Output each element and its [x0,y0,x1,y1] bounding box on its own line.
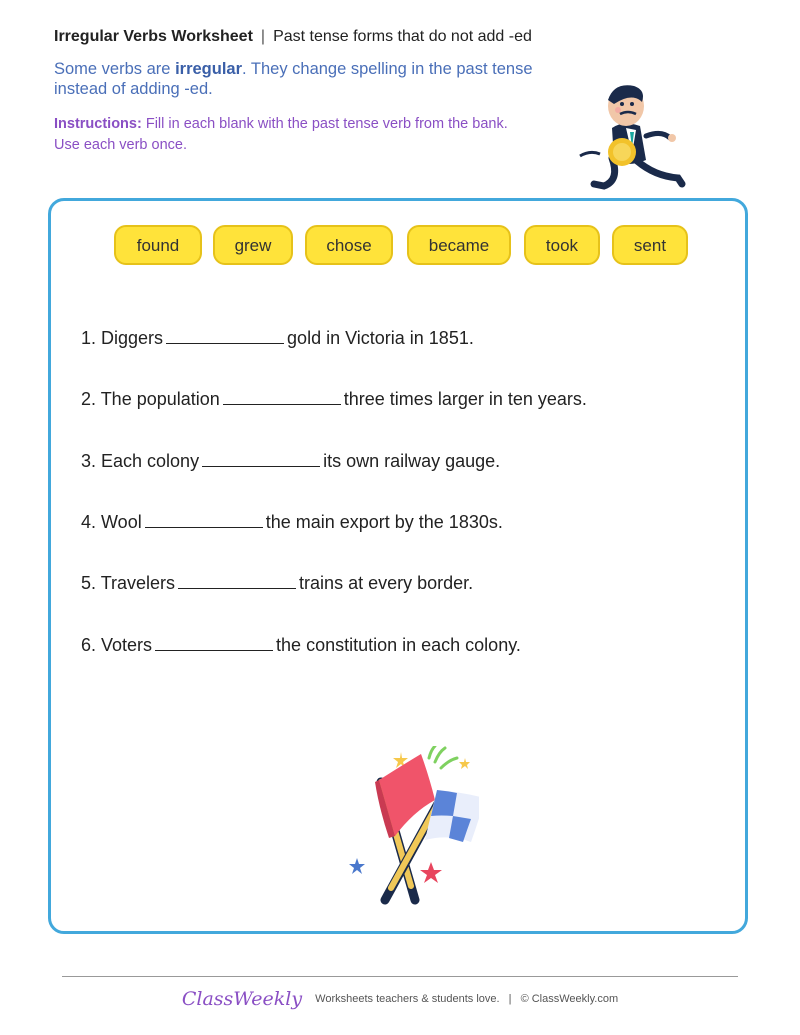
sentence-start: 3. Each colony [81,451,200,471]
footer-separator: | [508,993,512,1005]
intro-bold-word: irregular [175,60,243,78]
worksheet-header [54,28,532,46]
sentence-item [81,328,474,349]
word-chip[interactable]: chose [305,225,393,265]
answer-blank[interactable] [202,452,320,467]
sentence-start: 2. The population [81,389,220,409]
instructions-label: Instructions: [54,116,142,132]
sentence-item [81,635,521,656]
running-mascot-illustration [574,80,698,198]
sentence-start: 1. Diggers [81,328,164,348]
instructions-text: Fill in each blank with the past tense verb from the bank. Use each verb once. [54,116,508,153]
sentence-end: the main export by the 1830s. [265,512,503,532]
brand-logo: ClassWeekly [181,988,303,1010]
sentence-start: 6. Voters [81,635,153,655]
answer-blank[interactable] [166,329,284,344]
sentence-start: 5. Travelers [81,573,176,593]
sentence-item [81,451,500,472]
word-bank [51,225,745,267]
intro-before: Some verbs are [54,60,176,78]
intro-text [54,59,574,99]
word-chip[interactable]: grew [213,225,293,265]
header-separator: | [260,28,266,45]
sentence-end: its own railway gauge. [323,451,501,471]
word-chip[interactable]: sent [612,225,688,265]
instructions [54,114,524,156]
sentence-end: the constitution in each colony. [276,635,521,655]
sentence-item [81,512,503,533]
worksheet-subtitle: Past tense forms that do not add -ed [273,28,532,45]
word-chip[interactable]: found [114,225,202,265]
answer-blank[interactable] [155,636,273,651]
footer-tagline: Worksheets teachers & students love. [315,993,500,1005]
sentence-end: gold in Victoria in 1851. [287,328,474,348]
sentence-end: trains at every border. [299,573,474,593]
answer-blank[interactable] [178,574,296,589]
crossed-flags-illustration [329,746,479,906]
intro-after: . They change spelling in the past tense instead of adding -ed. [54,60,533,98]
exercise-panel [48,198,748,934]
word-chip[interactable]: became [407,225,511,265]
sentence-item [81,573,473,594]
sentence-item [81,389,587,410]
worksheet-title: Irregular Verbs Worksheet [54,28,253,45]
answer-blank[interactable] [145,513,263,528]
footer-divider [62,976,738,977]
sentence-start: 4. Wool [81,512,142,532]
sentence-end: three times larger in ten years. [343,389,587,409]
footer-copyright: © ClassWeekly.com [520,993,619,1005]
word-chip[interactable]: took [524,225,600,265]
answer-blank[interactable] [223,390,341,405]
footer [0,988,800,1010]
